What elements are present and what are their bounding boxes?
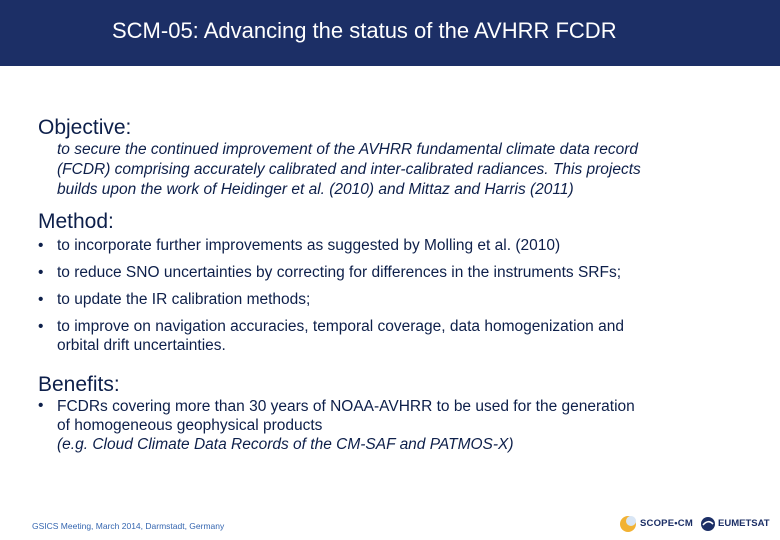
method-bullet xyxy=(38,263,758,282)
method-bullet xyxy=(38,236,758,255)
objective-heading: Objective: xyxy=(38,116,132,139)
benefits-text: FCDRs covering more than 30 years of NOAA-AVHRR to be used for the generation xyxy=(57,398,635,415)
scope-cm-logo: SCOPE•CM xyxy=(640,518,693,529)
method-bullet xyxy=(38,290,758,309)
bullet-icon: • xyxy=(38,397,44,414)
method-bullet-text: to incorporate further improvements as suggested by Molling et al. (2010) xyxy=(57,237,561,254)
bullet-icon: • xyxy=(38,318,44,335)
benefits-heading: Benefits: xyxy=(38,373,120,396)
title-bar xyxy=(0,0,780,66)
eumetsat-logo-icon xyxy=(700,516,716,532)
partner-logos xyxy=(618,512,768,536)
method-bullet-text: to update the IR calibration methods; xyxy=(57,291,311,308)
bullet-icon: • xyxy=(38,264,44,281)
eumetsat-logo: EUMETSAT xyxy=(718,518,770,529)
scope-cm-logo-icon xyxy=(618,514,638,534)
objective-text xyxy=(57,140,757,200)
footer-meeting: GSICS Meeting, March 2014, Darmstadt, Germany xyxy=(32,521,225,531)
objective-line: (FCDR) comprising accurately calibrated and inter-calibrated radiances. This projects xyxy=(57,161,641,178)
benefits-example: (e.g. Cloud Climate Data Records of the CM-SAF and PATMOS-X) xyxy=(57,436,514,453)
method-bullet-text: orbital drift uncertainties. xyxy=(57,337,226,354)
bullet-icon: • xyxy=(38,291,44,308)
bullet-icon: • xyxy=(38,237,44,254)
method-bullet-text: to reduce SNO uncertainties by correcting for differences in the instruments SRFs; xyxy=(57,264,621,281)
method-bullet-list xyxy=(38,236,758,363)
objective-line: to secure the continued improvement of the AVHRR fundamental climate data record xyxy=(57,141,638,158)
benefits-text: of homogeneous geophysical products xyxy=(57,417,323,434)
method-bullet-text: to improve on navigation accuracies, temporal coverage, data homogenization and xyxy=(57,318,624,335)
method-bullet xyxy=(38,317,758,355)
method-heading: Method: xyxy=(38,210,114,233)
slide-title: SCM-05: Advancing the status of the AVHRR FCDR xyxy=(112,18,617,43)
objective-line: builds upon the work of Heidinger et al. (2010) and Mittaz and Harris (2011) xyxy=(57,181,574,198)
